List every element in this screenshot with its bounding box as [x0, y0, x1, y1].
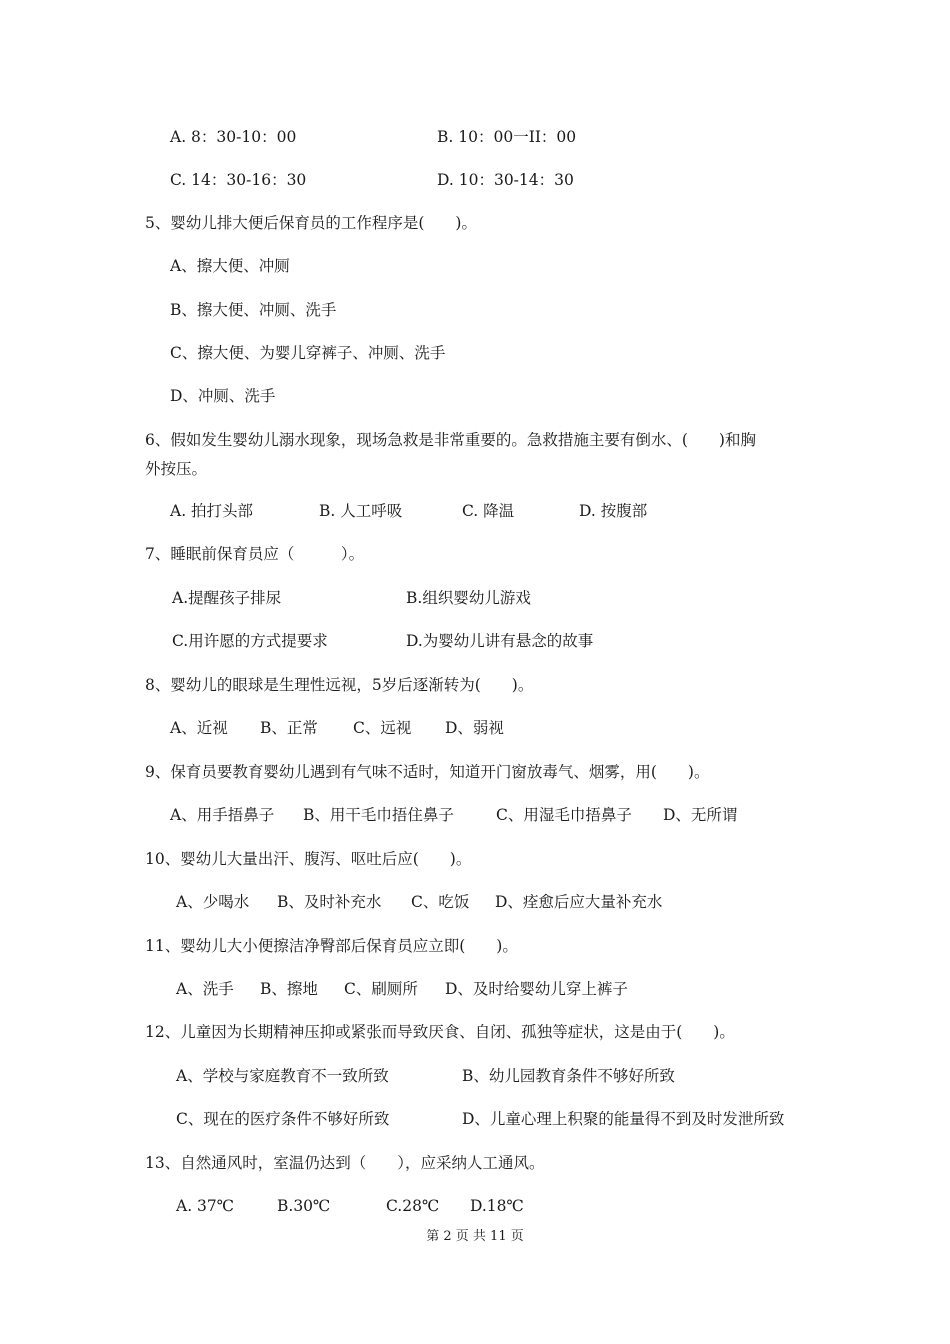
q4-option-d: D. 10：30-14：30 [437, 171, 574, 189]
q4-option-c: C. 14：30-16：30 [170, 171, 307, 189]
q10-option-b: B、及时补充水 [277, 893, 382, 911]
q12-option-b: B、幼儿园教育条件不够好所致 [462, 1067, 675, 1085]
q9-option-a: A、用手捂鼻子 [170, 806, 275, 824]
q4-option-a: A. 8：30-10：00 [170, 128, 297, 146]
q6-option-d: D. 按腹部 [579, 502, 648, 520]
q8-option-a: A、近视 [170, 719, 228, 737]
q8-stem: 8、婴幼儿的眼球是生理性远视，5岁后逐渐转为( )。 [145, 676, 534, 694]
q7-stem: 7、睡眠前保育员应（ ）。 [145, 545, 365, 563]
q9-stem: 9、保育员要教育婴幼儿遇到有气味不适时，知道开门窗放毒气、烟雾，用( )。 [145, 763, 710, 781]
q12-option-c: C、现在的医疗条件不够好所致 [176, 1110, 390, 1128]
q5-option-d: D、冲厕、洗手 [170, 387, 276, 405]
q10-option-d: D、痊愈后应大量补充水 [495, 893, 663, 911]
q6-option-c: C. 降温 [462, 502, 515, 520]
q5-option-c: C、擦大便、为婴儿穿裤子、冲厕、洗手 [170, 344, 446, 362]
q8-option-c: C、远视 [353, 719, 412, 737]
q13-option-d: D.18℃ [470, 1197, 524, 1215]
q5-option-b: B、擦大便、冲厕、洗手 [170, 301, 337, 319]
q12-option-a: A、学校与家庭教育不一致所致 [176, 1067, 389, 1085]
q10-stem: 10、婴幼儿大量出汗、腹泻、呕吐后应( )。 [145, 850, 472, 868]
q7-option-c: C.用许愿的方式提要求 [172, 632, 328, 650]
q5-stem: 5、婴幼儿排大便后保育员的工作程序是( )。 [145, 214, 477, 232]
q11-option-c: C、刷厕所 [344, 980, 418, 998]
q10-option-a: A、少喝水 [176, 893, 250, 911]
q5-option-a: A、擦大便、冲厕 [170, 257, 290, 275]
q9-option-c: C、用湿毛巾捂鼻子 [496, 806, 632, 824]
q11-option-d: D、及时给婴幼儿穿上裤子 [445, 980, 628, 998]
q12-option-d: D、儿童心理上积聚的能量得不到及时发泄所致 [462, 1110, 785, 1128]
q10-option-c: C、吃饭 [411, 893, 470, 911]
q6-stem-line1: 6、假如发生婴幼儿溺水现象，现场急救是非常重要的。急救措施主要有倒水、( )和胸 [145, 431, 756, 449]
q8-option-d: D、弱视 [445, 719, 504, 737]
q13-option-a: A. 37℃ [176, 1197, 235, 1215]
q11-option-a: A、洗手 [176, 980, 234, 998]
q9-option-d: D、无所谓 [663, 806, 738, 824]
q13-option-b: B.30℃ [277, 1197, 331, 1215]
q7-option-b: B.组织婴幼儿游戏 [406, 589, 531, 607]
q7-option-a: A.提醒孩子排尿 [172, 589, 282, 607]
q4-option-b: B. 10：00一II：00 [437, 128, 577, 146]
q11-option-b: B、擦地 [260, 980, 318, 998]
page-number-footer: 第 2 页 共 11 页 [426, 1229, 524, 1244]
q7-option-d: D.为婴幼儿讲有悬念的故事 [406, 632, 594, 650]
q8-option-b: B、正常 [260, 719, 318, 737]
q9-option-b: B、用干毛巾捂住鼻子 [303, 806, 454, 824]
q11-stem: 11、婴幼儿大小便擦洁净臀部后保育员应立即( )。 [145, 937, 518, 955]
q13-option-c: C.28℃ [386, 1197, 440, 1215]
q13-stem: 13、自然通风时，室温仍达到（ ），应采纳人工通风。 [145, 1154, 545, 1172]
q6-stem-line2: 外按压。 [145, 460, 208, 478]
q12-stem: 12、儿童因为长期精神压抑或紧张而导致厌食、自闭、孤独等症状，这是由于( )。 [145, 1023, 735, 1041]
q6-option-a: A. 拍打头部 [170, 502, 254, 520]
q6-option-b: B. 人工呼吸 [319, 502, 403, 520]
